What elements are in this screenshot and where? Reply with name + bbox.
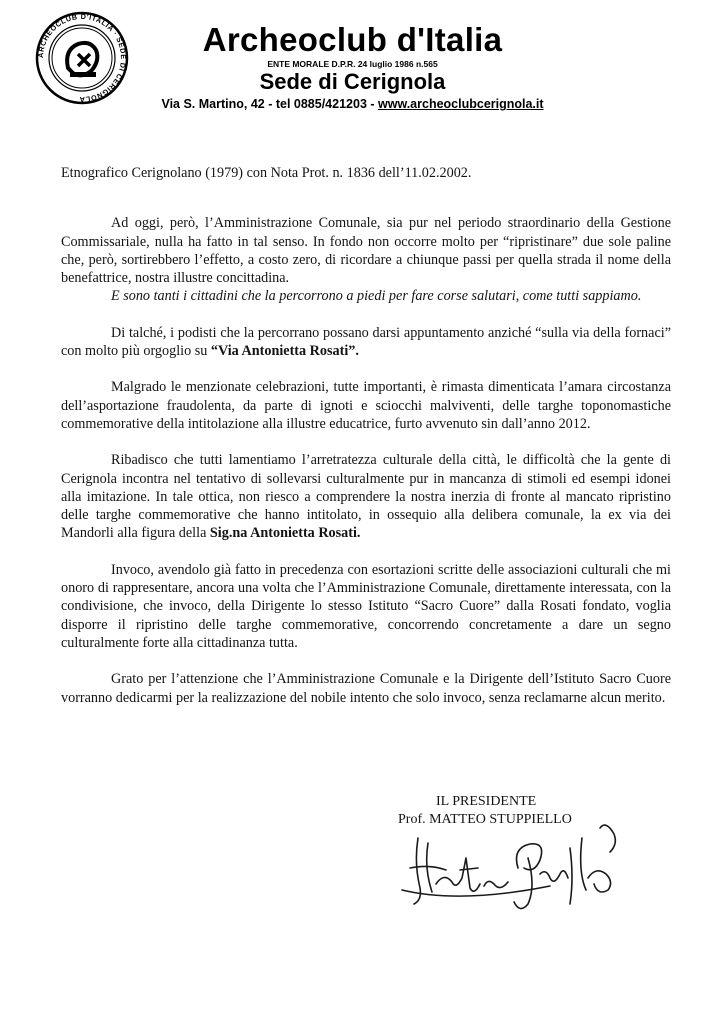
paragraph-4-bold: Sig.na Antonietta Rosati. [209,525,361,542]
address-line [130,96,575,112]
signer-role: IL PRESIDENTE [436,794,537,809]
ente-morale-line: ENTE MORALE D.P.R. 24 luglio 1986 n.565 [267,59,438,69]
paragraph-0: Etnografico Cerignolano (1979) con Nota Prot. n. 1836 dell’11.02.2002. [61,165,472,181]
paragraph-2 [61,324,671,361]
signature-text: Matteo Stuppiello [400,808,408,809]
paragraph-4 [61,451,671,542]
paragraph-2-text: Di talché, i podisti che la percorrano possano darsi appuntamento anziché “sulla via della fornaci” con molto più orgoglio su [61,324,671,360]
paragraph-4-text: Ribadisco che tutti lamentiamo l’arretratezza culturale della città, le difficoltà che la gente di Cerignola incontra nel tentativo di sollevarsi culturalmente pur in mancanza di stimoli ed esempi idonei alla imitazione. In tale ottica, non riesco a comprendere la nostra inerzia di fronte al mancato ripristino delle targhe commemorative che hanno intitolato, in ossequio alla delibera comunale, la ex via dei Mandorli alla figura della [61,452,671,542]
paragraph-5: Invoco, avendolo già fatto in precedenza con esortazioni scritte delle associazioni culturali che mi onoro di rappresentare, ancora una volta che l’Amministrazione Comunale, direttamente interessata, con la condivisione, che invoco, della Dirigente lo stesso Istituto “Sacro Cuore” dalla Rosati fondato, voglia disporre il ripristino delle targhe commemorative, concorrendo concretamente a dare un segno culturalmente forte alla cittadinanza tutta. [61,561,671,651]
signer-name: Prof. MATTEO STUPPIELLO [398,812,572,827]
letterhead [130,22,575,112]
archeoclub-seal-logo [34,10,130,106]
website-link[interactable]: www.archeoclubcerignola.it [378,97,544,111]
organization-title: Archeoclub d'Italia [202,21,503,58]
sede-title: Sede di Cerignola [259,69,446,94]
paragraph-1: Ad oggi, però, l’Amministrazione Comunale, sia pur nel periodo straordinario della Gestione Commissariale, nulla ha fatto in tal senso. In fondo non occorre molto per “ripristinare” due sole paline che, però, sortirebbero l’effetto, a costo zero, di ricordare a chiunque passi per quella strada il nome della benefattrice, nostra illustre concittadina. [61,215,671,287]
paragraph-3: Malgrado le menzionate celebrazioni, tutte importanti, è rimasta dimenticata l’amara circostanza dell’asportazione fraudolenta, da parte di ignoti e sciocchi malviventi, delle targhe toponomastiche commemorative della intitolazione alla illustre educatrice, furto avvenuto sin dall’anno 2012. [61,379,671,432]
paragraph-6: Grato per l’attenzione che l’Amministrazione Comunale e la Dirigente dell’Istituto Sacro Cuore vorranno dedicarmi per la realizzazione del nobile intento che solo invoco, senza reclamarne alcun merito. [61,671,671,706]
letter-body [61,164,671,707]
seal-ring-text: ARCHEOCLUB D'ITALIA · SEDE DI CERIGNOLA [35,11,129,105]
paragraph-1-italic: E sono tanti i cittadini che la percorrono a piedi per fare corse salutari, come tutti sappiamo. [111,288,642,305]
paragraph-2-bold: “Via Antonietta Rosati”. [210,343,359,360]
handwritten-signature [400,808,640,918]
address-text: Via S. Martino, 42 - tel 0885/421203 - [161,97,378,111]
